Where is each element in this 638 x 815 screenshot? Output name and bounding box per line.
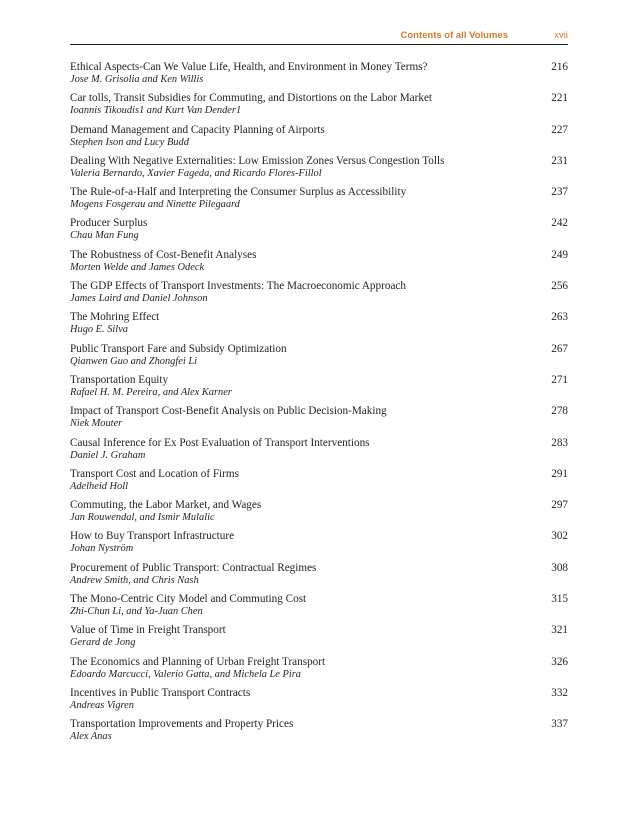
entry-title[interactable]: Car tolls, Transit Subsidies for Commuting, and Distortions on the Labor Market	[70, 92, 433, 105]
contents-entry[interactable]	[70, 437, 568, 468]
contents-entry[interactable]	[70, 61, 568, 92]
entry-title[interactable]: Value of Time in Freight Transport	[70, 624, 226, 637]
entry-page-number[interactable]: 337	[551, 718, 568, 731]
entry-authors: Chau Man Fung	[70, 230, 139, 242]
entry-authors: Edoardo Marcucci, Valerio Gatta, and Michela Le Pira	[70, 668, 301, 680]
contents-entry[interactable]	[70, 499, 568, 530]
contents-entry[interactable]	[70, 468, 568, 499]
entry-title[interactable]: Dealing With Negative Externalities: Low Emission Zones Versus Congestion Tolls	[70, 154, 445, 167]
entry-page-number[interactable]: 263	[551, 311, 568, 324]
entry-title[interactable]: Transport Cost and Location of Firms	[70, 467, 239, 480]
entry-title[interactable]: Transportation Equity	[70, 373, 169, 386]
contents-entry[interactable]	[70, 124, 568, 155]
contents-entry[interactable]	[70, 624, 568, 655]
running-header-page-number: xvii	[554, 30, 568, 41]
contents-entry[interactable]	[70, 217, 568, 248]
entry-page-number[interactable]: 315	[551, 593, 568, 606]
entry-title[interactable]: The Mono-Centric City Model and Commuting Cost	[70, 593, 307, 606]
entry-authors: Andrew Smith, and Chris Nash	[70, 574, 199, 586]
entry-title[interactable]: Producer Surplus	[70, 217, 148, 230]
entry-page-number[interactable]: 308	[551, 561, 568, 574]
entry-title[interactable]: How to Buy Transport Infrastructure	[70, 530, 235, 543]
contents-entry[interactable]	[70, 186, 568, 217]
entry-authors: Jose M. Grisolia and Ken Willis	[70, 74, 204, 85]
entry-page-number[interactable]: 302	[551, 530, 568, 543]
entry-authors: James Laird and Daniel Johnson	[70, 293, 208, 305]
contents-entry[interactable]	[70, 656, 568, 687]
entry-page-number[interactable]: 221	[551, 92, 568, 105]
entry-authors: Ioannis Tikoudis1 and Kurt Van Dender1	[70, 105, 242, 117]
entry-authors: Mogens Fosgerau and Ninette Pilegaard	[70, 199, 240, 211]
entry-page-number[interactable]: 256	[551, 280, 568, 293]
entry-authors: Alex Anas	[70, 731, 112, 743]
entry-authors: Johan Nyström	[70, 543, 134, 555]
entry-page-number[interactable]: 237	[551, 186, 568, 199]
entry-title[interactable]: Commuting, the Labor Market, and Wages	[70, 499, 262, 512]
running-header-title: Contents of all Volumes	[400, 30, 508, 41]
entry-page-number[interactable]: 291	[551, 467, 568, 480]
entry-page-number[interactable]: 283	[551, 436, 568, 449]
contents-entry[interactable]	[70, 343, 568, 374]
entry-authors: Adelheid Holl	[70, 480, 129, 492]
entry-authors: Hugo E. Silva	[70, 324, 129, 336]
contents-entry[interactable]	[70, 280, 568, 311]
contents-entry[interactable]	[70, 374, 568, 405]
entry-authors: Qianwen Guo and Zhongfei Li	[70, 355, 198, 367]
contents-entry[interactable]	[70, 249, 568, 280]
contents-entry[interactable]	[70, 593, 568, 624]
contents-list	[70, 61, 568, 750]
entry-authors: Rafael H. M. Pereira, and Alex Karner	[70, 386, 232, 398]
entry-page-number[interactable]: 297	[551, 499, 568, 512]
entry-title[interactable]: Causal Inference for Ex Post Evaluation of Transport Interventions	[70, 436, 370, 449]
contents-entry[interactable]	[70, 687, 568, 718]
entry-page-number[interactable]: 227	[551, 123, 568, 136]
entry-title[interactable]: Incentives in Public Transport Contracts	[70, 686, 251, 699]
entry-title[interactable]: The Robustness of Cost-Benefit Analyses	[70, 248, 257, 261]
entry-title[interactable]: The GDP Effects of Transport Investments: The Macroeconomic Approach	[70, 280, 406, 293]
entry-authors: Stephen Ison and Lucy Budd	[70, 136, 189, 148]
entry-page-number[interactable]: 249	[551, 248, 568, 261]
entry-title[interactable]: Ethical Aspects-Can We Value Life, Health, and Environment in Money Terms?	[70, 61, 428, 73]
contents-entry[interactable]	[70, 155, 568, 186]
contents-entry[interactable]	[70, 405, 568, 436]
entry-title[interactable]: Procurement of Public Transport: Contractual Regimes	[70, 561, 317, 574]
entry-page-number[interactable]: 278	[551, 405, 568, 418]
contents-entry[interactable]	[70, 718, 568, 749]
entry-title[interactable]: The Rule-of-a-Half and Interpreting the Consumer Surplus as Accessibility	[70, 186, 407, 199]
entry-page-number[interactable]: 326	[551, 655, 568, 668]
entry-authors: Morten Welde and James Odeck	[70, 261, 205, 273]
entry-title[interactable]: Public Transport Fare and Subsidy Optimization	[70, 342, 287, 355]
entry-title[interactable]: Impact of Transport Cost-Benefit Analysis on Public Decision-Making	[70, 405, 387, 418]
entry-page-number[interactable]: 231	[551, 154, 568, 167]
entry-title[interactable]: The Economics and Planning of Urban Freight Transport	[70, 655, 326, 668]
entry-page-number[interactable]: 332	[551, 686, 568, 699]
entry-authors: Andreas Vigren	[70, 699, 134, 711]
entry-authors: Valeria Bernardo, Xavier Fageda, and Ricardo Flores-Fillol	[70, 167, 322, 179]
contents-entry[interactable]	[70, 311, 568, 342]
running-header	[70, 30, 568, 45]
entry-page-number[interactable]: 321	[551, 624, 568, 637]
entry-page-number[interactable]: 216	[551, 61, 568, 73]
contents-entry[interactable]	[70, 92, 568, 123]
entry-title[interactable]: Transportation Improvements and Property Prices	[70, 718, 294, 731]
entry-authors: Jan Rouwendal, and Ismir Mulalic	[70, 512, 215, 524]
entry-page-number[interactable]: 267	[551, 342, 568, 355]
contents-entry[interactable]	[70, 530, 568, 561]
entry-page-number[interactable]: 271	[551, 373, 568, 386]
entry-authors: Niek Mouter	[70, 418, 123, 430]
entry-authors: Zhi-Chun Li, and Ya-Juan Chen	[70, 606, 203, 618]
entry-authors: Gerard de Jong	[70, 637, 136, 649]
contents-entry[interactable]	[70, 562, 568, 593]
entry-authors: Daniel J. Graham	[70, 449, 146, 461]
entry-page-number[interactable]: 242	[551, 217, 568, 230]
entry-title[interactable]: Demand Management and Capacity Planning of Airports	[70, 123, 325, 136]
entry-title[interactable]: The Mohring Effect	[70, 311, 160, 324]
